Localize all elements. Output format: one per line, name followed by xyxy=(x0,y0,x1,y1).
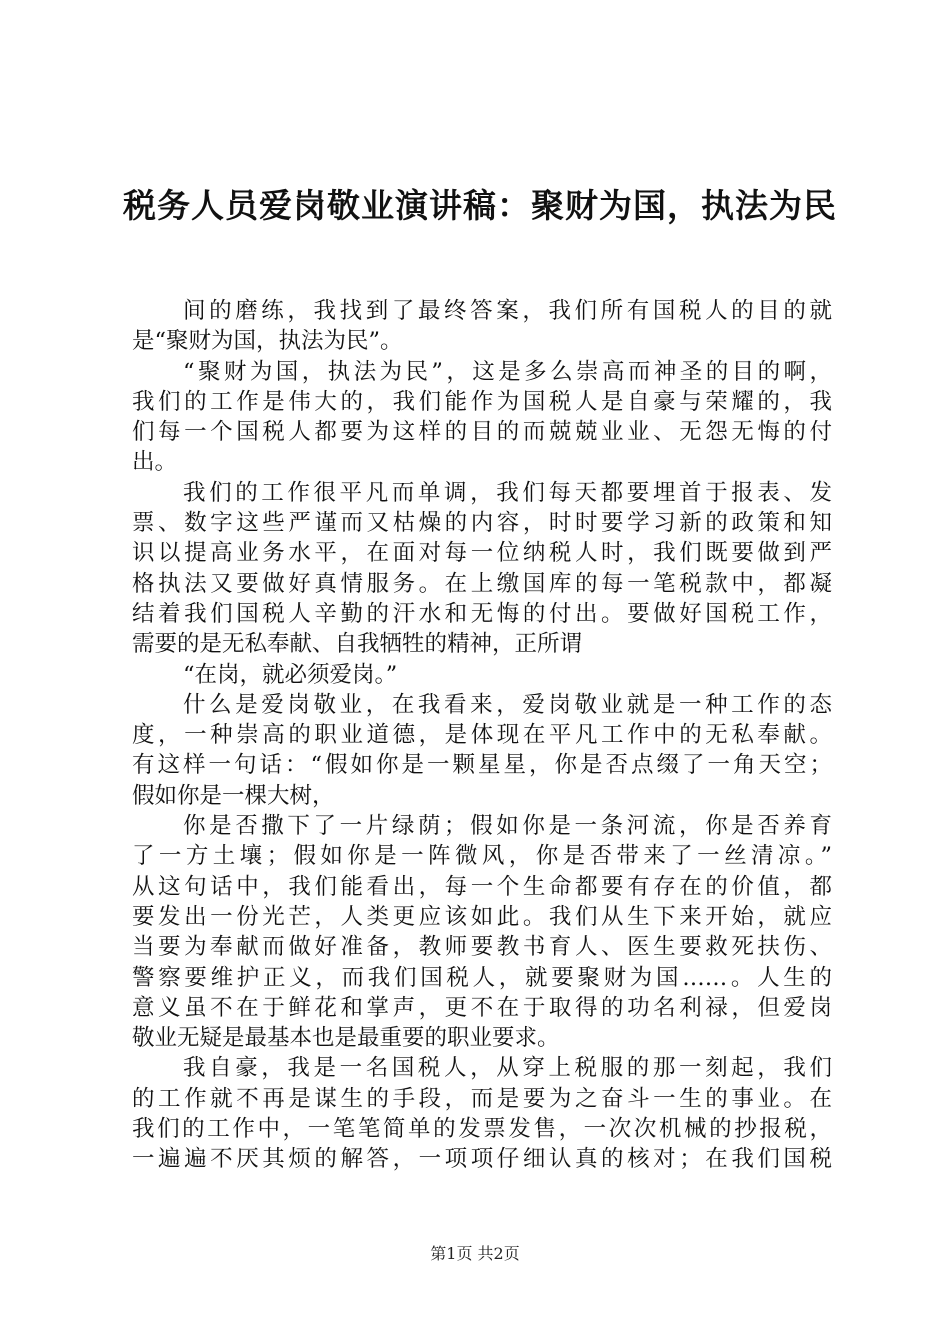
body-line: 票、数字这些严谨而又枯燥的内容，时时要学习新的政策和知 xyxy=(132,510,832,537)
body-line: 假如你是一棵大树， xyxy=(132,782,335,809)
body-line: 有这样一句话：“假如你是一颗星星，你是否点缀了一角天空； xyxy=(132,752,832,779)
body-line: 我自豪，我是一名国税人，从穿上税服的那一刻起，我们 xyxy=(183,1055,832,1082)
body-line: 是“聚财为国，执法为民”。 xyxy=(132,328,403,355)
body-line: 敬业无疑是最基本也是最重要的职业要求。 xyxy=(132,1025,560,1052)
body-line: 你是否撒下了一片绿荫；假如你是一条河流，你是否养育 xyxy=(183,813,832,840)
body-line: 一遍遍不厌其烦的解答，一项项仔细认真的核对；在我们国税 xyxy=(132,1146,832,1173)
body-line: 需要的是无私奉献、自我牺牲的精神，正所谓 xyxy=(132,631,583,658)
body-line: 识以提高业务水平，在面对每一位纳税人时，我们既要做到严 xyxy=(132,540,832,567)
body-line: 结着我们国税人辛勤的汗水和无悔的付出。要做好国税工作， xyxy=(132,600,832,627)
document-body xyxy=(132,296,832,1175)
body-line: 的工作就不再是谋生的手段，而是要为之奋斗一生的事业。在 xyxy=(132,1085,832,1112)
body-line: 我们的工作很平凡而单调，我们每天都要埋首于报表、发 xyxy=(183,479,832,506)
body-line: 出。 xyxy=(132,449,178,476)
body-line: 意义虽不在于鲜花和掌声，更不在于取得的功名利禄，但爱岗 xyxy=(132,994,832,1021)
body-line: 警察要维护正义，而我们国税人，就要聚财为国……。人生的 xyxy=(132,964,832,991)
body-line: “在岗，就必须爱岗。” xyxy=(183,661,398,688)
body-line: 间的磨练，我找到了最终答案，我们所有国税人的目的就 xyxy=(183,298,832,324)
body-line: “聚财为国，执法为民”，这是多么崇高而神圣的目的啊， xyxy=(183,358,832,385)
body-line: 们每一个国税人都要为这样的目的而兢兢业业、无怨无悔的付 xyxy=(132,419,832,446)
body-line: 度，一种崇高的职业道德，是体现在平凡工作中的无私奉献。 xyxy=(132,722,832,749)
body-line: 要发出一份光芒，人类更应该如此。我们从生下来开始，就应 xyxy=(132,903,832,930)
body-line: 从这句话中，我们能看出，每一个生命都要有存在的价值，都 xyxy=(132,873,832,900)
document-title: 税务人员爱岗敬业演讲稿：聚财为国，执法为民 xyxy=(123,186,837,225)
body-line: 我们的工作是伟大的，我们能作为国税人是自豪与荣耀的，我 xyxy=(132,388,832,415)
body-line: 当要为奉献而做好准备，教师要教书育人、医生要救死扶伤、 xyxy=(132,934,832,961)
body-line: 格执法又要做好真情服务。在上缴国库的每一笔税款中，都凝 xyxy=(132,570,832,597)
body-line: 什么是爱岗敬业，在我看来，爱岗敬业就是一种工作的态 xyxy=(183,691,832,718)
page-footer: 第1页 共2页 xyxy=(430,1244,520,1263)
body-line: 了一方土壤；假如你是一阵微风，你是否带来了一丝清凉。” xyxy=(132,843,832,870)
body-line: 我们的工作中，一笔笔简单的发票发售，一次次机械的抄报税， xyxy=(132,1116,832,1143)
